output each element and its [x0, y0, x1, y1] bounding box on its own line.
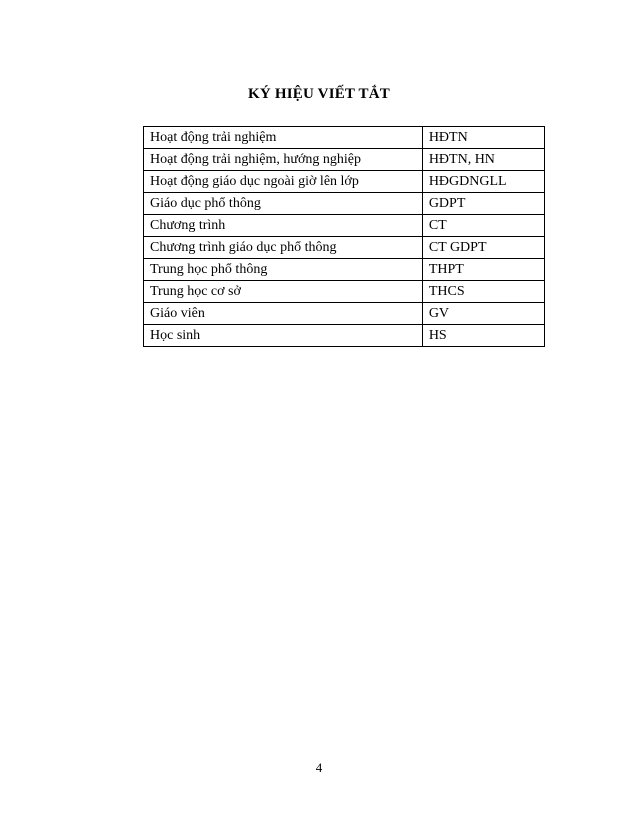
abbreviation-cell: CT [422, 215, 544, 237]
abbreviation-cell: THCS [422, 281, 544, 303]
table-row [144, 127, 545, 149]
term-cell: Hoạt động trải nghiệm [144, 127, 423, 149]
abbreviation-cell: GV [422, 303, 544, 325]
table-row [144, 215, 545, 237]
term-cell: Hoạt động giáo dục ngoài giờ lên lớp [144, 171, 423, 193]
table-row [144, 281, 545, 303]
term-cell: Giáo dục phổ thông [144, 193, 423, 215]
term-cell: Trung học cơ sở [144, 281, 423, 303]
abbreviation-cell: CT GDPT [422, 237, 544, 259]
table-row [144, 303, 545, 325]
table-row [144, 237, 545, 259]
abbreviation-cell: HĐTN [422, 127, 544, 149]
abbreviation-cell: HĐGDNGLL [422, 171, 544, 193]
abbreviation-table [143, 126, 545, 347]
term-cell: Học sinh [144, 325, 423, 347]
term-cell: Chương trình giáo dục phổ thông [144, 237, 423, 259]
abbreviation-cell: THPT [422, 259, 544, 281]
abbreviation-cell: HS [422, 325, 544, 347]
page-number: 4 [315, 760, 323, 775]
table-row [144, 171, 545, 193]
abbreviation-cell: HĐTN, HN [422, 149, 544, 171]
term-cell: Hoạt động trải nghiệm, hướng nghiệp [144, 149, 423, 171]
page-title: KÝ HIỆU VIẾT TẮT [247, 86, 390, 102]
table-row [144, 193, 545, 215]
term-cell: Trung học phổ thông [144, 259, 423, 281]
table-row [144, 149, 545, 171]
table-row [144, 259, 545, 281]
table-row [144, 325, 545, 347]
term-cell: Giáo viên [144, 303, 423, 325]
abbreviation-cell: GDPT [422, 193, 544, 215]
term-cell: Chương trình [144, 215, 423, 237]
